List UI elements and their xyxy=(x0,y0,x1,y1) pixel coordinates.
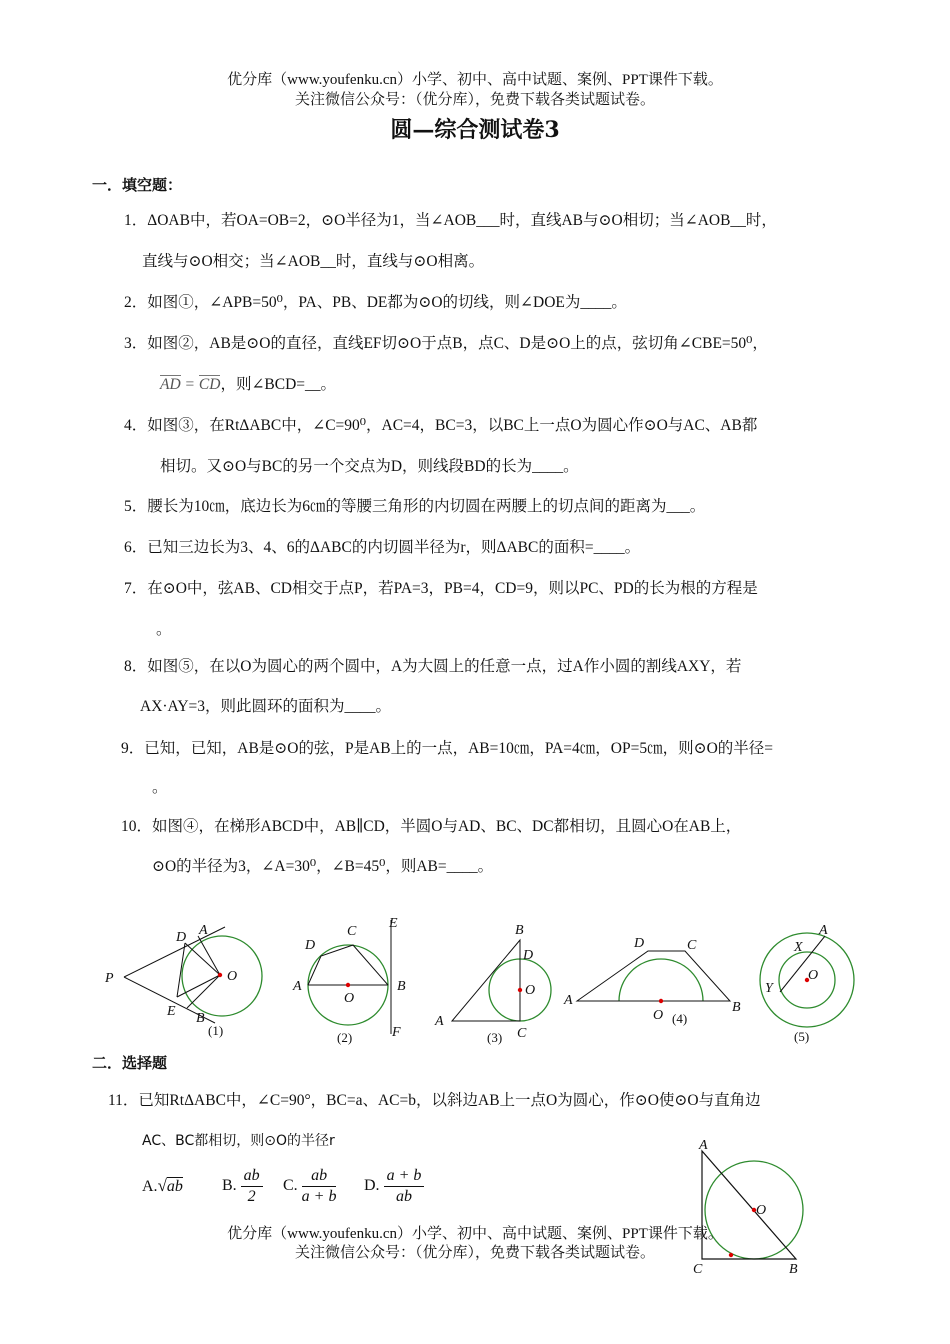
fig5-label-x: X xyxy=(794,940,803,955)
figure-5 xyxy=(756,918,866,1048)
fig2-label-d: D xyxy=(305,938,316,953)
section-1-heading: 一．填空题： xyxy=(92,176,183,194)
question-7-line-2: 。 xyxy=(156,621,172,638)
fig3-label-d: D xyxy=(523,948,534,963)
choice-d[interactable] xyxy=(364,1166,424,1207)
page-title: 圆—综合测试卷3 xyxy=(390,117,560,143)
question-11-line-1: 11．已知RtΔABC中，∠C=90°，BC=a、AC=b，以斜边AB上一点O为圆心，作⊙O使⊙O与直角边 xyxy=(108,1092,761,1109)
fig11-label-c: C xyxy=(693,1262,703,1277)
figure-1 xyxy=(100,915,275,1045)
fig5-caption: (5) xyxy=(794,1029,810,1044)
fig2-caption: (2) xyxy=(337,1030,353,1045)
fig1-label-e: E xyxy=(167,1004,176,1019)
question-1-line-1: 1．ΔOAB中，若OA=OB=2，⊙O半径为1，当∠AOB___时，直线AB与⊙O相切；当∠AOB__时， xyxy=(124,212,777,229)
fig4-label-o: O xyxy=(653,1008,664,1023)
fig4-label-b: B xyxy=(732,1000,741,1015)
figure-4 xyxy=(560,930,750,1030)
figure-3 xyxy=(430,918,560,1048)
fig5-label-o: O xyxy=(808,968,819,983)
section-2-heading: 二．选择题 xyxy=(92,1054,168,1072)
question-7-line-1: 7．在⊙O中，弦AB、CD相交于点P，若PA=3，PB=4，CD=9，则以PC、PD的长为根的方程是 xyxy=(124,580,758,597)
arc-equals: = xyxy=(180,376,199,393)
choice-c-fraction: $\frac{ab}{a + b}$ xyxy=(301,1167,337,1205)
fig11-label-a: A xyxy=(699,1138,708,1153)
fig4-caption: (4) xyxy=(672,1011,688,1026)
question-9-line-1: 9．已知，已知，AB是⊙O的弦，P是AB上的一点，AB=10㎝，PA=4㎝，OP=5㎝，则⊙O的半径= xyxy=(121,740,774,757)
choice-b-label: B. xyxy=(222,1177,237,1195)
fig3-label-b: B xyxy=(515,923,524,938)
choice-b-fraction: $\frac{ab}{2}$ xyxy=(241,1166,263,1207)
choice-d-fraction: $\frac{a + b}{ab}$ xyxy=(384,1166,425,1207)
choice-c-label: C. xyxy=(283,1177,298,1195)
question-3-rest: ，则∠BCD=__。 xyxy=(220,376,337,393)
fig4-label-c: C xyxy=(687,938,697,953)
fig11-label-b: B xyxy=(789,1262,798,1277)
fig2-label-b: B xyxy=(397,979,406,994)
question-4-line-2: 相切。又⊙O与BC的另一个交点为D，则线段BD的长为____。 xyxy=(160,458,579,475)
fig3-label-c: C xyxy=(517,1026,527,1041)
footer-line-1: 优分库（www.youfenku.cn）小学、初中、高中试题、案例、PPT课件下载。 xyxy=(227,1226,723,1242)
choice-a[interactable]: A.√ab xyxy=(142,1176,183,1195)
fig11-label-o: O xyxy=(756,1203,767,1218)
question-8-line-1: 8．如图⑤，在以O为圆心的两个圆中，A为大圆上的任意一点，过A作小圆的割线AXY，若 xyxy=(124,658,742,675)
fig3-label-o: O xyxy=(525,983,536,998)
choice-a-radicand: ab xyxy=(166,1178,183,1195)
fig1-label-o: O xyxy=(227,969,238,984)
question-1-line-2: 直线与⊙O相交；当∠AOB__时，直线与⊙O相离。 xyxy=(142,253,485,270)
choice-d-label: D. xyxy=(364,1177,380,1195)
question-6: 6．已知三边长为3、4、6的ΔABC的内切圆半径为r，则ΔABC的面积=____。 xyxy=(124,539,641,556)
fig5-label-y: Y xyxy=(765,981,773,996)
fig2-label-c: C xyxy=(347,924,357,939)
arc-cd: CD xyxy=(198,376,221,393)
fig2-label-f: F xyxy=(392,1025,401,1040)
fig2-label-e: E xyxy=(389,916,398,931)
fig5-label-a: A xyxy=(819,923,828,938)
question-3-line-2 xyxy=(160,374,336,396)
fig4-label-d: D xyxy=(634,936,645,951)
fig1-label-p: P xyxy=(105,971,114,986)
question-11-line-2: AC、BC都相切，则⊙O的半径r xyxy=(142,1133,335,1149)
choice-a-label: A. xyxy=(142,1178,158,1195)
question-10-line-1: 10．如图④，在梯形ABCD中，AB∥CD，半圆O与AD、BC、DC都相切，且圆心O在AB上， xyxy=(121,818,742,835)
question-3-line-1: 3．如图②，AB是⊙O的直径，直线EF切⊙O于点B，点C、D是⊙O上的点，弦切角∠CBE=50⁰， xyxy=(124,335,768,352)
fig3-caption: (3) xyxy=(487,1030,503,1045)
fig4-label-a: A xyxy=(564,993,573,1008)
choice-c[interactable] xyxy=(283,1166,336,1207)
fig1-label-d: D xyxy=(176,930,187,945)
figure-2 xyxy=(285,912,420,1047)
fig2-label-a: A xyxy=(293,979,302,994)
question-2: 2．如图①，∠APB=50⁰，PA、PB、DE都为⊙O的切线，则∠DOE为____。 xyxy=(124,294,627,311)
fig1-label-b: B xyxy=(196,1011,205,1026)
fig3-label-a: A xyxy=(435,1014,444,1029)
fig1-label-a: A xyxy=(199,923,208,938)
question-9-line-2: 。 xyxy=(152,779,168,796)
fig2-label-o: O xyxy=(344,991,355,1006)
arc-ad: AD xyxy=(160,376,181,393)
question-8-line-2: AX·AY=3，则此圆环的面积为____。 xyxy=(140,698,392,715)
question-4-line-1: 4．如图③，在RtΔABC中，∠C=90⁰，AC=4，BC=3，以BC上一点O为圆心作⊙O与AC、AB都 xyxy=(124,417,758,434)
header-line-1: 优分库（www.youfenku.cn）小学、初中、高中试题、案例、PPT课件下载。 xyxy=(227,72,723,88)
footer-line-2: 关注微信公众号：（优分库），免费下载各类试题试卷。 xyxy=(294,1245,655,1261)
header-line-2: 关注微信公众号：（优分库），免费下载各类试题试卷。 xyxy=(294,92,655,108)
choice-b[interactable] xyxy=(222,1166,263,1207)
fig1-caption: (1) xyxy=(208,1023,224,1038)
question-5: 5．腰长为10㎝，底边长为6㎝的等腰三角形的内切圆在两腰上的切点间的距离为___。 xyxy=(124,498,706,515)
question-10-line-2: ⊙O的半径为3，∠A=30⁰，∠B=45⁰，则AB=____。 xyxy=(152,858,494,875)
